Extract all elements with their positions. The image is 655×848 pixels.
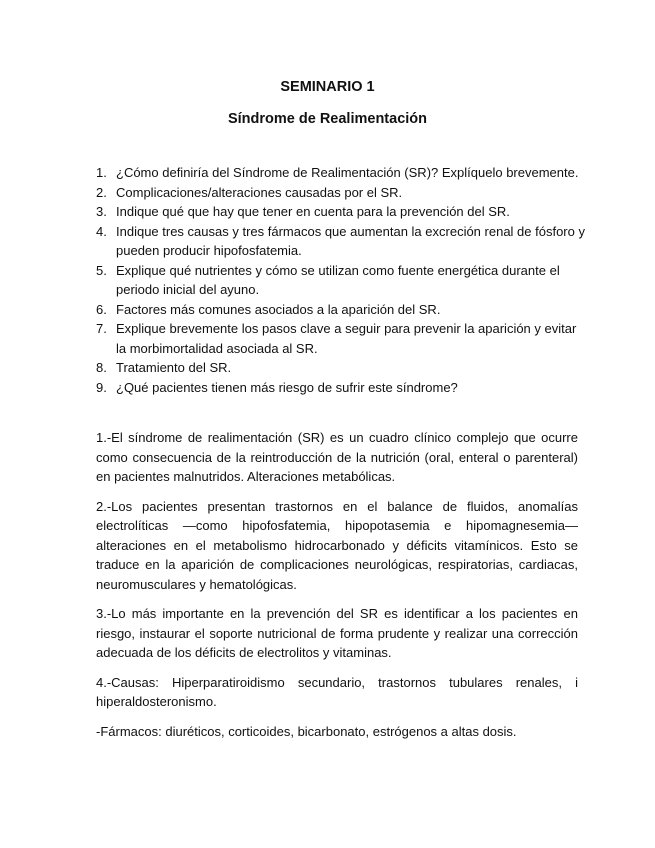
question-item [96, 183, 586, 203]
question-number: 2. [96, 184, 107, 200]
question-number: 5. [96, 262, 107, 278]
question-item [96, 300, 586, 320]
question-item [96, 261, 586, 300]
answer-paragraph: 1.-El síndrome de realimentación (SR) es un cuadro clínico complejo que ocurre como consecuencia de la reintroducción de la nutrición (oral, enteral o parenteral) en pacientes malnutridos. Alteraciones metabólicas. [96, 430, 578, 484]
question-item [96, 378, 586, 398]
question-list [96, 163, 586, 397]
question-text: Factores más comunes asociados a la aparición del SR. [116, 301, 441, 317]
question-number: 9. [96, 379, 107, 395]
question-number: 3. [96, 204, 107, 219]
question-text: Explique qué nutrientes y cómo se utilizan como fuente energética durante el periodo inicial del ayuno. [116, 262, 560, 297]
question-number: 8. [96, 360, 107, 375]
question-item [96, 222, 586, 261]
question-number: 4. [96, 223, 107, 239]
question-item [96, 358, 586, 378]
answer-paragraph: 4.-Causas: Hiperparatiroidismo secundario, trastornos tubulares renales, i hiperaldosteronismo. [96, 674, 578, 709]
document-subtitle: Síndrome de Realimentación [227, 111, 428, 127]
question-text: Indique qué que hay que tener en cuenta para la prevención del SR. [116, 204, 510, 219]
document-title: SEMINARIO 1 [280, 79, 375, 95]
question-text: Complicaciones/alteraciones causadas por el SR. [116, 184, 403, 200]
question-text: ¿Cómo definiría del Síndrome de Realimentación (SR)? Explíquelo brevemente. [116, 165, 579, 180]
question-text: Tratamiento del SR. [116, 360, 232, 375]
question-text: Explique brevemente los pasos clave a seguir para prevenir la aparición y evitar la morbimortalidad asociada al SR. [116, 321, 577, 356]
question-number: 1. [96, 165, 107, 180]
question-number: 7. [96, 321, 107, 336]
question-item [96, 202, 586, 222]
question-text: Indique tres causas y tres fármacos que aumentan la excreción renal de fósforo y pueden producir hipofosfatemia. [116, 223, 585, 258]
answer-paragraph: 3.-Lo más importante en la prevención del SR es identificar a los pacientes en riesgo, instaurar el soporte nutricional de forma prudente y realizar una corrección adecuada de los déficits de electrolitos y vitaminas. [96, 606, 578, 660]
question-number: 6. [96, 301, 107, 317]
answer-paragraph: -Fármacos: diuréticos, corticoides, bicarbonato, estrógenos a altas dosis. [96, 723, 517, 739]
question-text: ¿Qué pacientes tienen más riesgo de sufrir este síndrome? [116, 379, 458, 395]
question-item [96, 163, 586, 183]
answer-paragraph: 2.-Los pacientes presentan trastornos en el balance de fluidos, anomalías electrolíticas —como hipofosfatemia, hipopotasemia e hipomagnesemia— alteraciones en el metabolismo hidrocarbonado y déficits vitamínicos. Esto se traduce en la aparición de complicaciones neurológicas, respiratorias, cardiacas, neuromusculares y hematológicas. [96, 498, 578, 592]
question-item [96, 319, 586, 358]
answers-section [96, 428, 578, 751]
